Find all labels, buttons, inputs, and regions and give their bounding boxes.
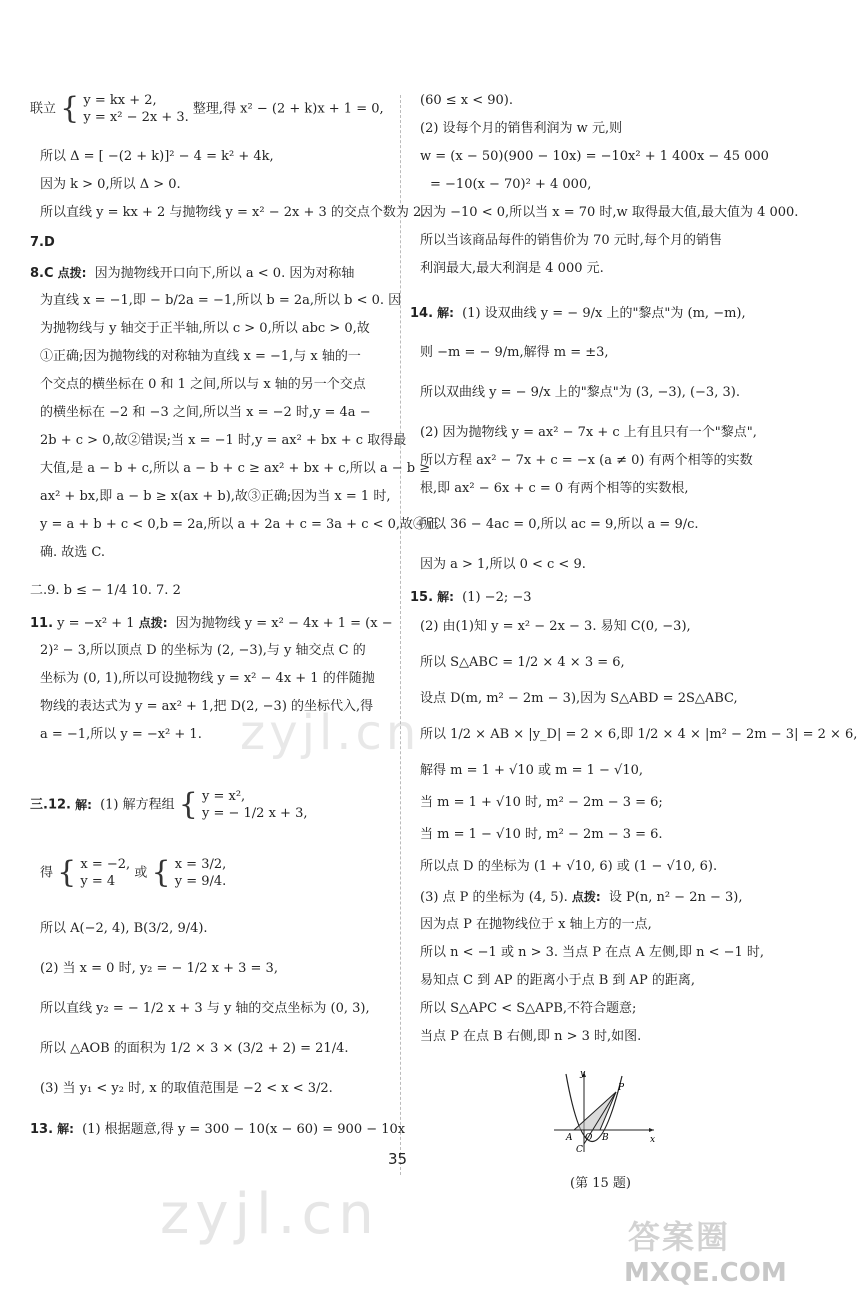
equation-system [83, 92, 188, 126]
solution-line: 则 −m = − 9/m,解得 m = ±3, [420, 345, 609, 360]
solution-line: (2) 当 x = 0 时, y₂ = − 1/2 x + 3 = 3, [40, 961, 278, 976]
text: (1) 根据题意,得 y = 300 − 10(x − 60) = 900 − 10x [82, 1122, 406, 1137]
solution-line: 因为 a > 1,所以 0 < c < 9. [420, 557, 586, 572]
question-number: 8. [30, 266, 44, 281]
solution-tag: 解: [75, 797, 92, 812]
text: 或 [134, 865, 148, 881]
hint-tag: 点拨: [57, 266, 87, 280]
solution-line: 易知点 C 到 AP 的距离小于点 B 到 AP 的距离, [420, 973, 695, 988]
solution-line: 所以当该商品每件的销售价为 70 元时,每个月的销售 [420, 233, 722, 248]
solution-line: 确. 故选 C. [40, 545, 106, 560]
page-number: 35 [388, 1150, 408, 1168]
answer: C [43, 266, 54, 281]
equation: y = x² − 2x + 3. [83, 110, 189, 125]
question-number: 15. [410, 590, 434, 605]
solution-line: 所以 △AOB 的面积为 1/2 × 3 × (3/2 + 2) = 21/4. [40, 1041, 349, 1056]
solution-line: 物线的表达式为 y = ax² + 1,把 D(2, −3) 的坐标代入,得 [40, 699, 374, 714]
solution-line: ①正确;因为抛物线的对称轴为直线 x = −1,与 x 轴的一 [40, 349, 361, 364]
equation: x = 3/2, [174, 857, 227, 872]
watermark-middle: zyjl.cn [240, 705, 421, 761]
solution-line: (2) 因为抛物线 y = ax² − 7x + c 上有且只有一个"黎点", [420, 425, 757, 440]
answer: D [43, 235, 55, 250]
solution-line: 因为点 P 在抛物线位于 x 轴上方的一点, [420, 917, 652, 932]
brace-icon: { [57, 855, 77, 890]
solution-line: (2) 由(1)知 y = x² − 2x − 3. 易知 C(0, −3), [420, 619, 691, 634]
solution-line: 所以双曲线 y = − 9/x 上的"黎点"为 (3, −3), (−3, 3). [420, 385, 740, 400]
watermark-bottom: zyjl.cn [160, 1182, 380, 1247]
solution-line: 当 m = 1 − √10 时, m² − 2m − 3 = 6. [420, 827, 663, 842]
solution-tag: 解: [437, 306, 454, 320]
question-number: 14. [410, 306, 434, 321]
equation: y = − 1/2 x + 3, [202, 806, 308, 821]
section-2-answers: 二.9. b ≤ − 1/4 10. 7. 2 [30, 583, 181, 598]
solution-set [175, 856, 227, 890]
answer-13 [30, 1120, 405, 1139]
x-axis-arrow-icon [649, 1128, 654, 1132]
solution-line: 所以 1/2 × AB × |y_D| = 2 × 6,即 1/2 × 4 × |m² − 2m − 3| = 2 × 6, [420, 727, 857, 742]
parabola-curve [566, 1074, 622, 1142]
solution-line: 解得 m = 1 + √10 或 m = 1 − √10, [420, 763, 644, 778]
equation: y = kx + 2, [83, 93, 157, 108]
solution-line: 的横坐标在 −2 和 −3 之间,所以当 x = −2 时,y = 4a − [40, 405, 371, 420]
text: 因为抛物线开口向下,所以 a < 0. 因为对称轴 [94, 266, 355, 281]
solution-line: 所以 Δ = [ −(2 + k)]² − 4 = k² + 4k, [40, 149, 274, 164]
question-number: 13. [30, 1122, 54, 1137]
triangle-apb [574, 1092, 616, 1130]
text: (1) 解方程组 [100, 797, 175, 813]
question-number: 7. [30, 235, 44, 250]
solution-line: 所以 S△APC < S△APB,不符合题意; [420, 1001, 637, 1016]
brace-icon: { [151, 855, 171, 890]
solution-line: 2)² − 3,所以顶点 D 的坐标为 (2, −3),与 y 轴交点 C 的 [40, 643, 366, 658]
answer-14 [410, 304, 746, 323]
hint-tag: 点拨: [571, 890, 601, 904]
label-y: y [580, 1069, 586, 1079]
solution-line: 根,即 ax² − 6x + c = 0 有两个相等的实数根, [420, 481, 689, 496]
solution-line: 所以 n < −1 或 n > 3. 当点 P 在点 A 左侧,即 n < −1 时, [420, 945, 765, 960]
solution-line: 所以 A(−2, 4), B(3/2, 9/4). [40, 921, 208, 936]
column-divider [400, 95, 401, 1175]
text: (3) 点 P 的坐标为 (4, 5). [420, 890, 568, 905]
question-number: 11. [30, 616, 54, 631]
label-o: O [585, 1133, 593, 1143]
brace-icon: { [178, 787, 198, 822]
solution-systems [40, 856, 226, 890]
equation: y = 9/4. [174, 874, 227, 889]
parabola-figure [550, 1068, 660, 1154]
equation: x = −2, [80, 857, 131, 872]
solution-line: (60 ≤ x < 90). [420, 93, 514, 108]
solution-line: = −10(x − 70)² + 4 000, [430, 177, 592, 192]
label-x: x [650, 1135, 656, 1145]
solution-line: 当 m = 1 + √10 时, m² − 2m − 3 = 6; [420, 795, 663, 810]
solution-line: 为抛物线与 y 轴交于正半轴,所以 c > 0,所以 abc > 0,故 [40, 321, 370, 336]
text: (1) −2; −3 [462, 590, 532, 605]
system-line [30, 92, 384, 126]
answer-12-part1 [30, 788, 307, 822]
label-p: P [618, 1083, 625, 1093]
solution-line: 个交点的横坐标在 0 和 1 之间,所以与 x 轴的另一个交点 [40, 377, 366, 392]
text: 因为抛物线 y = x² − 4x + 1 = (x − [175, 616, 393, 631]
solution-line: 所以 S△ABC = 1/2 × 4 × 3 = 6, [420, 655, 625, 670]
solution-line: ax² + bx,即 a − b ≥ x(ax + b),故③正确;因为当 x = 1 时, [40, 489, 391, 504]
answer-15 [410, 588, 532, 607]
equation: y = 4 [80, 874, 116, 889]
answer-7 [30, 234, 55, 252]
text: 联立 [30, 101, 57, 117]
figure-caption: (第 15 题) [570, 1176, 631, 1191]
solution-line: 利润最大,最大利润是 4 000 元. [420, 261, 604, 276]
solution-tag: 解: [437, 590, 454, 604]
solution-line: 坐标为 (0, 1),所以可设抛物线 y = x² − 4x + 1 的伴随抛 [40, 671, 375, 686]
equation: y = x², [202, 789, 246, 804]
solution-line: (2) 设每个月的销售利润为 w 元,则 [420, 121, 623, 136]
solution-line: 所以直线 y₂ = − 1/2 x + 3 与 y 轴的交点坐标为 (0, 3), [40, 1001, 370, 1016]
equation-system [202, 788, 307, 822]
text: 整理,得 x² − (2 + k)x + 1 = 0, [192, 101, 384, 117]
solution-tag: 解: [57, 1122, 74, 1136]
solution-line: w = (x − 50)(900 − 10x) = −10x² + 1 400x − 45 000 [420, 149, 769, 164]
brace-icon: { [60, 91, 80, 126]
solution-line: 因为 k > 0,所以 Δ > 0. [40, 177, 181, 192]
question-number: 三.12. [30, 797, 71, 813]
text: 得 [40, 865, 54, 881]
solution-line: y = a + b + c < 0,b = 2a,所以 a + 2a + c = 3a + c < 0,故④正 [40, 517, 440, 532]
solution-line: 因为 −10 < 0,所以当 x = 70 时,w 取得最大值,最大值为 4 000. [420, 205, 799, 220]
solution-line: 当点 P 在点 B 右侧,即 n > 3 时,如图. [420, 1029, 642, 1044]
label-b: B [602, 1133, 609, 1143]
solution-line [420, 888, 742, 907]
text: (1) 设双曲线 y = − 9/x 上的"黎点"为 (m, −m), [462, 306, 746, 321]
solution-line: 设点 D(m, m² − 2m − 3),因为 S△ABD = 2S△ABC, [420, 691, 738, 706]
solution-line: 所以点 D 的坐标为 (1 + √10, 6) 或 (1 − √10, 6). [420, 859, 718, 874]
solution-line: a = −1,所以 y = −x² + 1. [40, 727, 202, 742]
label-c: C [576, 1145, 583, 1155]
solution-line: 2b + c > 0,故②错误;当 x = −1 时,y = ax² + bx + c 取得最 [40, 433, 407, 448]
answer-8 [30, 264, 354, 283]
hint-tag: 点拨: [138, 616, 168, 630]
solution-line: 所以方程 ax² − 7x + c = −x (a ≠ 0) 有两个相等的实数 [420, 453, 753, 468]
text: 设 P(n, n² − 2n − 3), [608, 890, 743, 905]
solution-line: (3) 当 y₁ < y₂ 时, x 的取值范围是 −2 < x < 3/2. [40, 1081, 333, 1096]
label-a: A [566, 1133, 573, 1143]
solution-line: 所以 36 − 4ac = 0,所以 ac = 9,所以 a = 9/c. [420, 517, 699, 532]
answer: y = −x² + 1 [57, 616, 135, 631]
watermark-logo: 答案圈 [628, 1218, 731, 1256]
watermark-site: MXQE.COM [624, 1258, 787, 1288]
solution-line: 所以直线 y = kx + 2 与抛物线 y = x² − 2x + 3 的交点个数为 2. [40, 205, 426, 220]
solution-line: 大值,是 a − b + c,所以 a − b + c ≥ ax² + bx + c,所以 a − b ≥ [40, 461, 431, 476]
answer-11 [30, 614, 393, 633]
solution-set [80, 856, 130, 890]
solution-line: 为直线 x = −1,即 − b/2a = −1,所以 b = 2a,所以 b < 0. 因 [40, 293, 402, 308]
